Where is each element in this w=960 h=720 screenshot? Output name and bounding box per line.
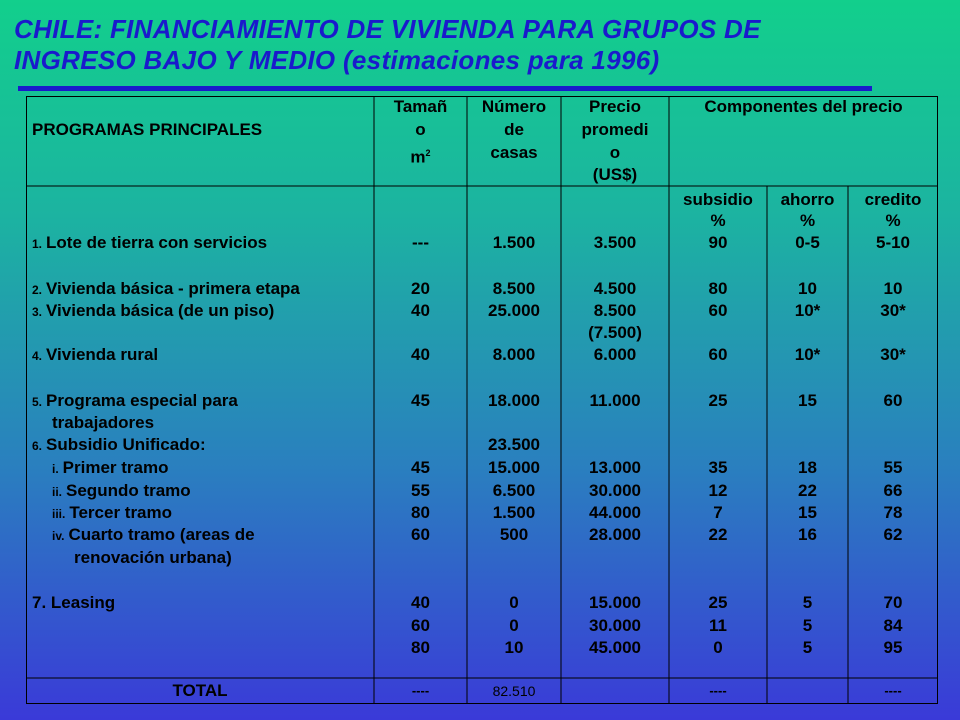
row-5-subsidio: 25 — [708, 391, 728, 410]
header-price-3: o — [609, 143, 621, 162]
title-underline — [18, 86, 872, 91]
row-6iii-subsidio: 7 — [713, 503, 723, 522]
row-5-credito: 60 — [883, 391, 903, 410]
row-6iii-size: 80 — [411, 503, 430, 522]
row-3-size: 40 — [411, 301, 430, 320]
header-price-2: promedi — [581, 120, 649, 139]
row-3-price: 8.500 — [593, 301, 637, 320]
row-5-ahorro: 15 — [798, 391, 817, 410]
row-6iii-houses: 1.500 — [492, 503, 536, 522]
row-2-size: 20 — [411, 279, 430, 298]
row-4-credito: 30* — [880, 345, 906, 364]
row-7a-subsidio: 25 — [708, 593, 728, 612]
header-ahorro-2: % — [799, 211, 816, 230]
row-6iv-label-cont: renovación urbana) — [74, 548, 232, 567]
header-houses-2: de — [504, 120, 524, 139]
header-size-3: $m^2$ — [410, 147, 431, 167]
row-7a-ahorro: 5 — [802, 593, 813, 612]
header-subsidio-2: % — [710, 211, 726, 230]
row-6iv-size: 60 — [411, 525, 430, 544]
row-4-price: 6.000 — [593, 345, 637, 364]
header-price-4: (US$) — [592, 165, 638, 184]
title-line-1: CHILE: FINANCIAMIENTO DE VIVIENDA PARA GRUPOS DE — [14, 14, 761, 44]
header-houses-3: casas — [490, 143, 538, 162]
total-credito: ---- — [884, 683, 902, 698]
row-6iii-price: 44.000 — [589, 503, 641, 522]
row-6iv-credito: 62 — [883, 525, 903, 544]
row-7a-size: 40 — [411, 593, 430, 612]
row-7b-houses: 0 — [509, 616, 519, 635]
row-5-size: 45 — [411, 391, 430, 410]
row-5-houses: 18.000 — [488, 391, 540, 410]
row-1-subsidio: 90 — [708, 233, 728, 252]
row-7a-price: 15.000 — [589, 593, 641, 612]
row-6ii-price: 30.000 — [589, 481, 641, 500]
row-6iv-label: iv. Cuarto tramo (areas de — [52, 525, 255, 544]
row-1-houses: 1.500 — [492, 233, 536, 252]
row-6ii-label: ii. Segundo tramo — [52, 481, 191, 500]
total-size: ---- — [411, 683, 430, 698]
row-6i-price: 13.000 — [589, 458, 641, 477]
row-1-label: 1. Lote de tierra con servicios — [32, 233, 268, 252]
row-1-size: --- — [412, 233, 429, 252]
housing-table — [26, 96, 938, 704]
row-3-price-alt: (7.500) — [588, 323, 642, 342]
row-3-label: 3. Vivienda básica (de un piso) — [32, 301, 275, 320]
row-2-ahorro: 10 — [798, 279, 817, 298]
row-6i-subsidio: 35 — [708, 458, 728, 477]
row-6i-label: i. Primer tramo — [52, 458, 169, 477]
row-6ii-credito: 66 — [883, 481, 903, 500]
header-size-1: Tamañ — [393, 97, 448, 116]
row-7b-size: 60 — [411, 616, 430, 635]
header-components: Componentes del precio — [704, 97, 903, 116]
header-programs: PROGRAMAS PRINCIPALES — [32, 120, 263, 139]
row-3-credito: 30* — [880, 301, 906, 320]
total-subsidio: ---- — [709, 683, 727, 698]
total-houses: 82.510 — [492, 683, 536, 699]
row-7b-ahorro: 5 — [802, 616, 813, 635]
row-6i-credito: 55 — [883, 458, 903, 477]
row-6i-ahorro: 18 — [798, 458, 817, 477]
row-7b-price: 30.000 — [589, 616, 641, 635]
row-7c-size: 80 — [411, 638, 430, 657]
row-6iii-ahorro: 15 — [798, 503, 817, 522]
row-4-ahorro: 10* — [794, 345, 821, 364]
row-4-houses: 8.000 — [492, 345, 536, 364]
header-credito-1: credito — [864, 190, 922, 209]
row-6ii-size: 55 — [411, 481, 430, 500]
row-2-label: 2. Vivienda básica - primera etapa — [32, 279, 300, 298]
header-subsidio-1: subsidio — [683, 190, 753, 209]
row-6iii-credito: 78 — [883, 503, 903, 522]
row-6i-size: 45 — [411, 458, 430, 477]
row-1-ahorro: 0-5 — [795, 233, 820, 252]
row-7c-subsidio: 0 — [713, 638, 723, 657]
row-6iv-subsidio: 22 — [708, 525, 728, 544]
row-7c-price: 45.000 — [589, 638, 641, 657]
header-ahorro-1: ahorro — [780, 190, 835, 209]
title-line-2: INGRESO BAJO Y MEDIO (estimaciones para 1996) — [14, 45, 660, 75]
row-4-label: 4. Vivienda rural — [32, 345, 159, 364]
row-6ii-ahorro: 22 — [798, 481, 817, 500]
row-2-price: 4.500 — [593, 279, 637, 298]
row-6ii-subsidio: 12 — [708, 481, 728, 500]
row-1-credito: 5-10 — [875, 233, 911, 252]
row-6-houses: 23.500 — [488, 435, 540, 454]
row-5-label-cont: trabajadores — [52, 413, 155, 432]
row-7a-houses: 0 — [509, 593, 519, 612]
row-7-label: 7. Leasing — [32, 593, 116, 612]
row-2-houses: 8.500 — [492, 279, 536, 298]
header-houses-1: Número — [481, 97, 547, 116]
row-3-subsidio: 60 — [708, 301, 728, 320]
row-6i-houses: 15.000 — [488, 458, 540, 477]
row-6ii-houses: 6.500 — [492, 481, 536, 500]
row-7c-houses: 10 — [504, 638, 524, 657]
row-3-houses: 25.000 — [488, 301, 540, 320]
row-6iv-houses: 500 — [499, 525, 529, 544]
row-7b-subsidio: 11 — [709, 616, 727, 635]
header-size-2: o — [415, 120, 426, 139]
row-6iii-label: iii. Tercer tramo — [52, 503, 173, 522]
row-7b-credito: 84 — [883, 616, 903, 635]
row-1-price: 3.500 — [593, 233, 637, 252]
row-6iv-price: 28.000 — [589, 525, 641, 544]
row-2-subsidio: 80 — [708, 279, 728, 298]
row-6iv-ahorro: 16 — [798, 525, 817, 544]
row-4-size: 40 — [411, 345, 430, 364]
row-2-credito: 10 — [883, 279, 903, 298]
row-4-subsidio: 60 — [708, 345, 728, 364]
header-price-1: Precio — [589, 97, 641, 116]
row-3-ahorro: 10* — [794, 301, 821, 320]
total-label: TOTAL — [172, 681, 228, 700]
row-7c-credito: 95 — [883, 638, 903, 657]
row-5-label: 5. Programa especial para — [32, 391, 238, 410]
header-credito-2: % — [885, 211, 901, 230]
slide-title — [14, 14, 944, 76]
row-7a-credito: 70 — [883, 593, 903, 612]
row-7c-ahorro: 5 — [802, 638, 813, 657]
row-5-price: 11.000 — [589, 391, 641, 410]
row-6-label: 6. Subsidio Unificado: — [32, 435, 206, 454]
